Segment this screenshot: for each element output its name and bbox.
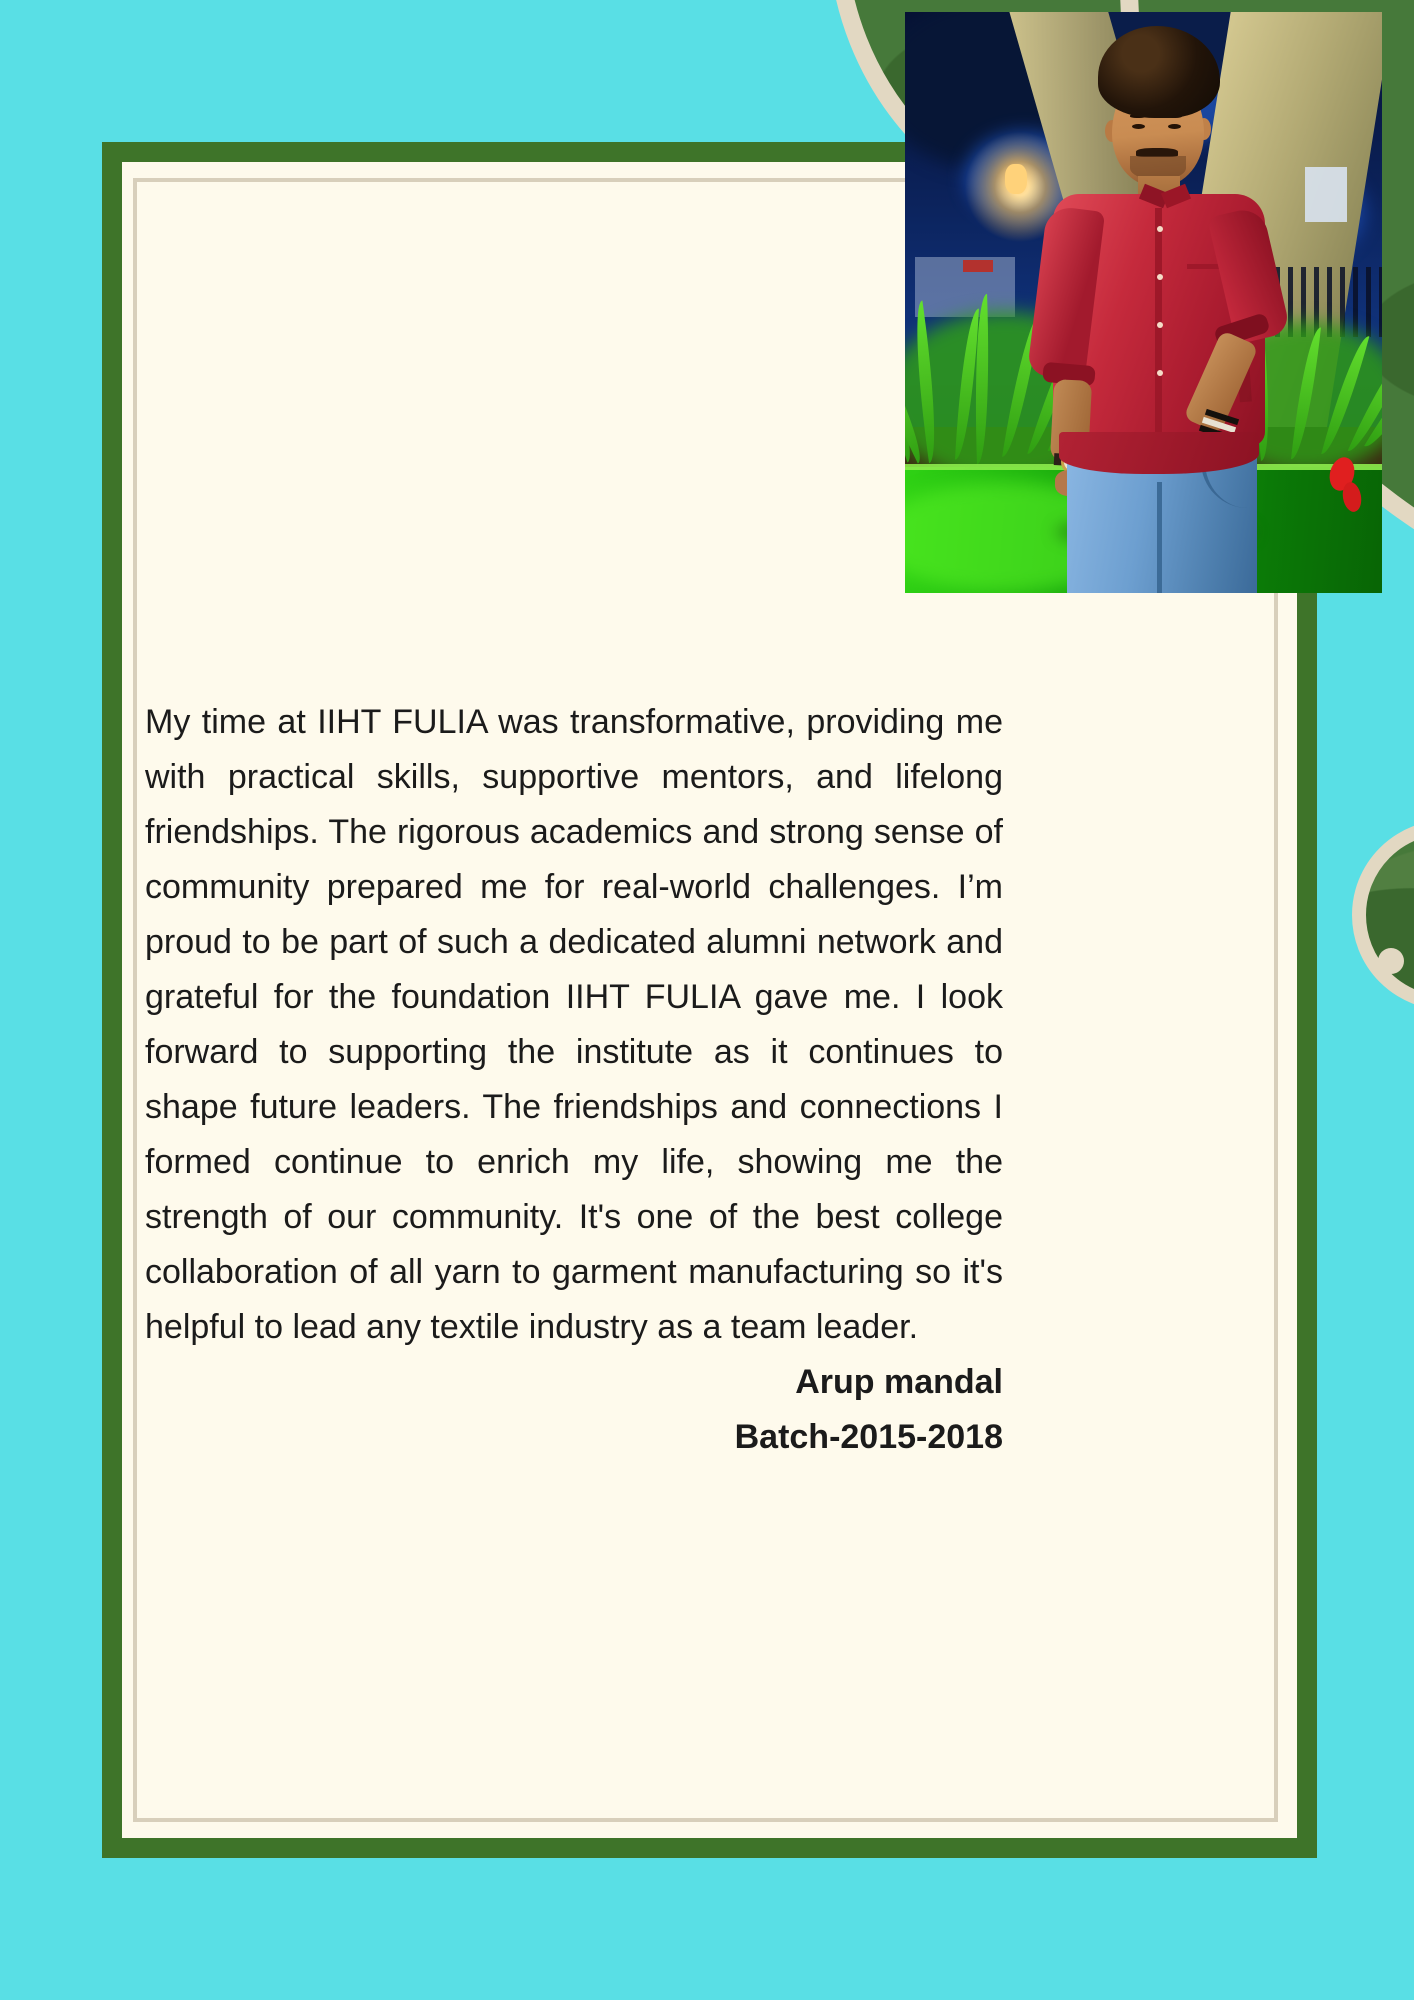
photo-sign [1305, 167, 1347, 222]
photo-button [1157, 226, 1163, 232]
photo-eye [1168, 124, 1181, 129]
author-batch: Batch-2015-2018 [734, 1418, 1003, 1456]
photo-button [1157, 274, 1163, 280]
photo-red-sign [963, 260, 993, 272]
testimonial-text [145, 695, 1003, 1465]
quote-line: grateful for the foundation IIHT FULIA gave me. I look [145, 978, 1003, 1016]
photo-button [1157, 370, 1163, 376]
quote-line: strength of our community. It's one of the best college [145, 1198, 1003, 1236]
photo-streetlamp [1005, 164, 1027, 194]
quote-line: with practical skills, supportive mentors, and lifelong [145, 758, 1003, 796]
photo-button [1157, 322, 1163, 328]
quote-line: friendships. The rigorous academics and strong sense of [145, 813, 1003, 851]
photo-eye [1132, 124, 1145, 129]
quote-line: proud to be part of such a dedicated alumni network and [145, 923, 1003, 961]
quote-line: forward to supporting the institute as it continues to [145, 1033, 1003, 1071]
quote-line: collaboration of all yarn to garment manufacturing so it's [145, 1253, 1003, 1291]
quote-line: helpful to lead any textile industry as a team leader. [145, 1308, 919, 1346]
quote-line: My time at IIHT FULIA was transformative, providing me [145, 703, 1003, 741]
leaf-circle-side-decoration [1352, 820, 1414, 1010]
alumnus-photo [905, 12, 1382, 593]
quote-line: shape future leaders. The friendships and connections I [145, 1088, 1003, 1126]
quote-line: formed continue to enrich my life, showing me the [145, 1143, 1003, 1181]
author-name: Arup mandal [795, 1363, 1003, 1401]
quote-line: community prepared me for real-world challenges. I’m [145, 868, 1003, 906]
photo-jeans-fly [1157, 482, 1162, 593]
decoration-dot [1378, 948, 1404, 974]
photo-shirt-hem [1059, 432, 1259, 474]
